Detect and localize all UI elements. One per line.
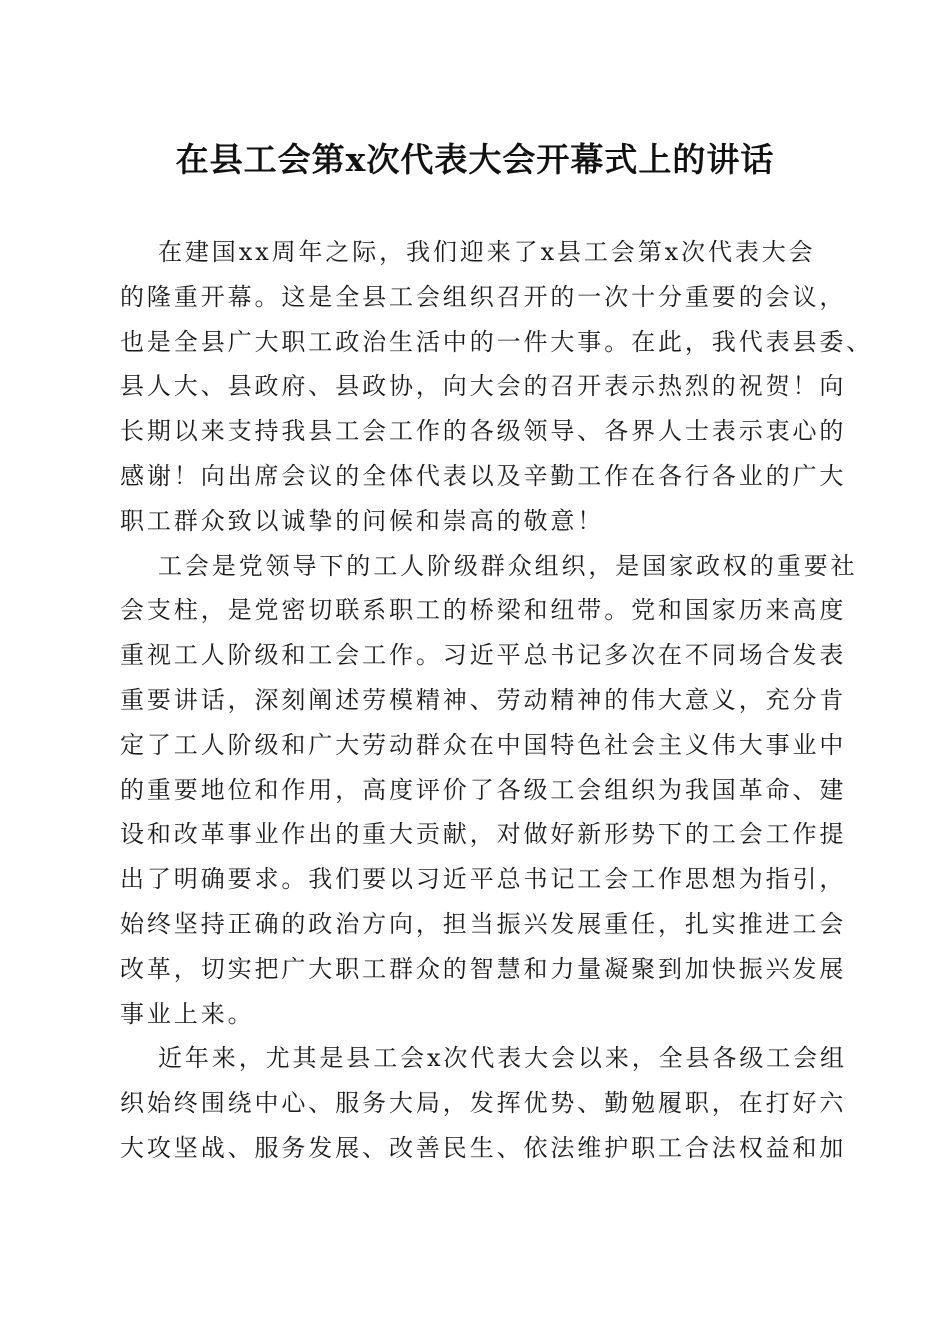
text-line: 织始终围绕中心、服务大局，发挥优势、勤勉履职，在打好六 [120, 1089, 847, 1118]
text-line: 始终坚持正确的政治方向，担当振兴发展重任，扎实推进工会 [120, 909, 847, 938]
text-line: 感谢！向出席会议的全体代表以及辛勤工作在各行各业的广大 [120, 461, 847, 490]
text-line: 重视工人阶级和工会工作。习近平总书记多次在不同场合发表 [120, 641, 847, 670]
paragraph-1 [120, 230, 874, 544]
text-line: 也是全县广大职工政治生活中的一件大事。在此，我代表县委、 [120, 327, 874, 356]
text-line: 职工群众致以诚挚的问候和崇高的敬意！ [120, 506, 605, 535]
text-line: 的隆重开幕。这是全县工会组织召开的一次十分重要的会议， [120, 282, 847, 311]
text-line: 工会是党领导下的工人阶级群众组织，是国家政权的重要社 [158, 551, 858, 580]
text-line: 近年来，尤其是县工会x次代表大会以来，全县各级工会组 [158, 1044, 847, 1073]
document-title: 在县工会第x次代表大会开幕式上的讲话 [175, 140, 775, 179]
text-line: 改革，切实把广大职工群众的智慧和力量凝聚到加快振兴发展 [120, 954, 847, 983]
paragraph-3 [120, 1036, 847, 1170]
text-line: 出了明确要求。我们要以习近平总书记工会工作思想为指引， [120, 865, 847, 894]
document-body [120, 230, 874, 1171]
text-line: 设和改革事业作出的重大贡献，对做好新形势下的工会工作提 [120, 820, 847, 849]
text-line: 定了工人阶级和广大劳动群众在中国特色社会主义伟大事业中 [120, 730, 847, 759]
text-line: 事业上来。 [120, 999, 255, 1028]
text-line: 重要讲话，深刻阐述劳模精神、劳动精神的伟大意义，充分肯 [120, 685, 847, 714]
text-line: 长期以来支持我县工会工作的各级领导、各界人士表示衷心的 [120, 417, 847, 446]
text-line: 大攻坚战、服务发展、改善民生、依法维护职工合法权益和加 [120, 1133, 847, 1162]
paragraph-2 [120, 544, 858, 1037]
text-line: 的重要地位和作用，高度评价了各级工会组织为我国革命、建 [120, 775, 847, 804]
text-line: 县人大、县政府、县政协，向大会的召开表示热烈的祝贺！向 [120, 372, 847, 401]
text-line: 在建国xx周年之际，我们迎来了x县工会第x次代表大会 [158, 238, 816, 266]
text-line: 会支柱，是党密切联系职工的桥梁和纽带。党和国家历来高度 [120, 596, 847, 625]
